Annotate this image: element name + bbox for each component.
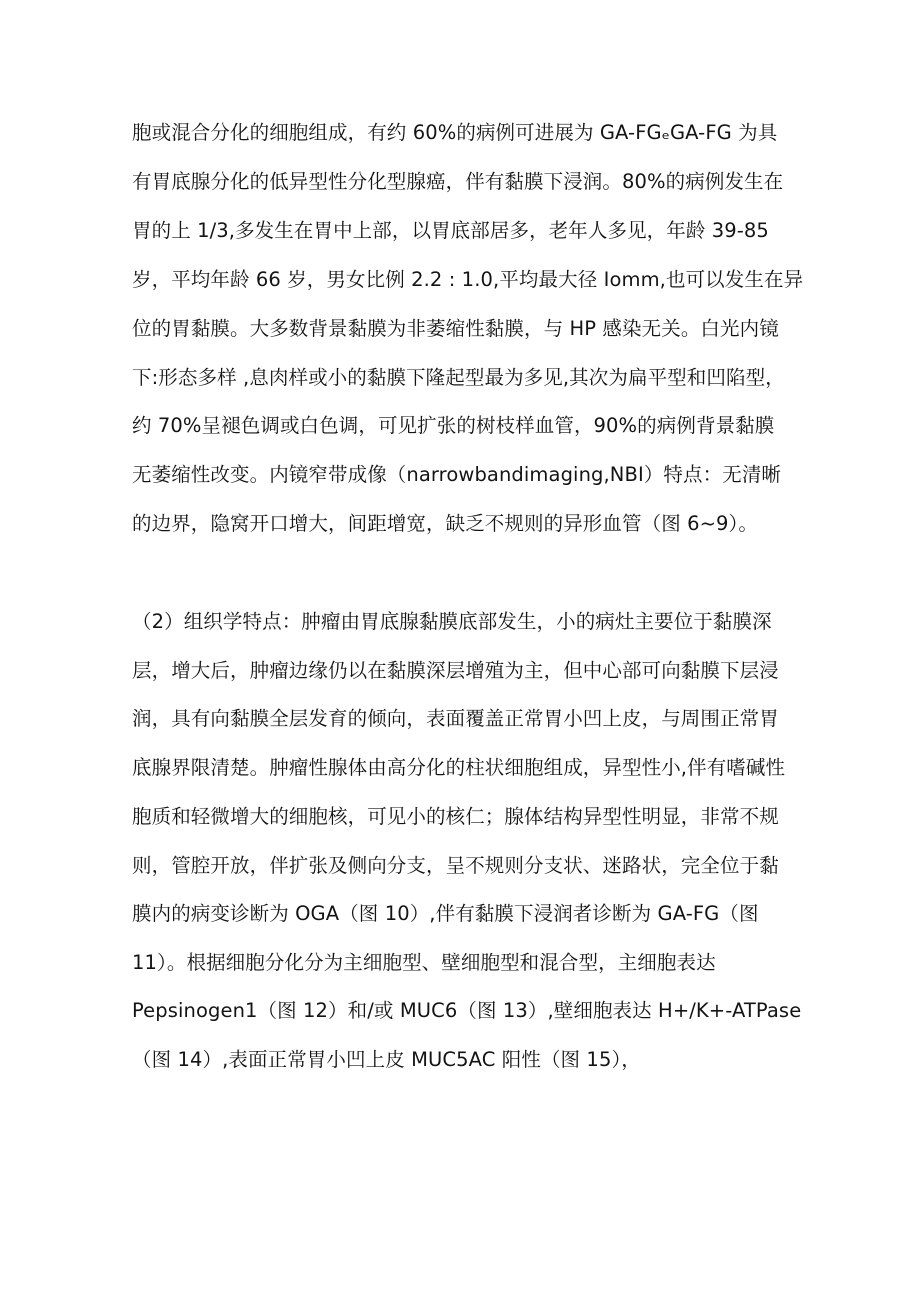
text-line: （图 14）,表面正常胃小凹上皮 MUC5AC 阳性（图 15），: [132, 1048, 641, 1071]
text-line: 膜内的病变诊断为 OGA（图 10）,伴有黏膜下浸润者诊断为 GA-FG（图: [132, 902, 759, 925]
text-line: 岁，平均年龄 66 岁，男女比例 2.2 : 1.0,平均最大径 Iomm,也可以发生在异: [132, 268, 804, 291]
text-line: 位的胃黏膜。大多数背景黏膜为非萎缩性黏膜，与 HP 感染无关。白光内镜: [132, 317, 779, 340]
text-line: 胞或混合分化的细胞组成，有约 60%的病例可进展为 GA-FGₑGA-FG 为具: [132, 121, 778, 144]
text-line: 无萎缩性改变。内镜窄带成像（narrowbandimaging,NBI）特点：无清晰: [132, 463, 782, 486]
text-line: 润，具有向黏膜全层发育的倾向，表面覆盖正常胃小凹上皮，与周围正常胃: [132, 707, 779, 730]
text-line: 的边界，隐窝开口增大，间距增宽，缺乏不规则的异形血管（图 6~9）。: [132, 512, 759, 535]
text-line: 则，管腔开放，伴扩张及侧向分支，呈不规则分支状、迷路状，完全位于黏: [132, 854, 779, 877]
text-line: 胃的上 1/3,多发生在胃中上部，以胃底部居多，老年人多见，年龄 39-85: [132, 219, 769, 242]
text-line: 约 70%呈褪色调或白色调，可见扩张的树枝样血管，90%的病例背景黏膜: [132, 414, 775, 437]
text-line: 11）。根据细胞分化分为主细胞型、壁细胞型和混合型，主细胞表达: [132, 951, 716, 974]
text-line: 有胃底腺分化的低异型性分化型腺癌，伴有黏膜下浸润。80%的病例发生在: [132, 170, 784, 193]
text-line: 层，增大后，肿瘤边缘仍以在黏膜深层增殖为主，但中心部可向黏膜下层浸: [132, 659, 779, 682]
text-line: 胞质和轻微增大的细胞核，可见小的核仁；腺体结构异型性明显，非常不规: [132, 805, 779, 828]
text-line: Pepsinogen1（图 12）和/或 MUC6（图 13）,壁细胞表达 H+/K+-ATPase: [132, 999, 802, 1022]
text-line: 底腺界限清楚。肿瘤性腺体由高分化的柱状细胞组成，异型性小,伴有嗜碱性: [132, 756, 786, 779]
text-line: （2）组织学特点：肿瘤由胃底腺黏膜底部发生，小的病灶主要位于黏膜深: [132, 610, 772, 633]
text-line: 下:形态多样 ,息肉样或小的黏膜下隆起型最为多见,其次为扁平型和凹陷型，: [132, 366, 785, 389]
